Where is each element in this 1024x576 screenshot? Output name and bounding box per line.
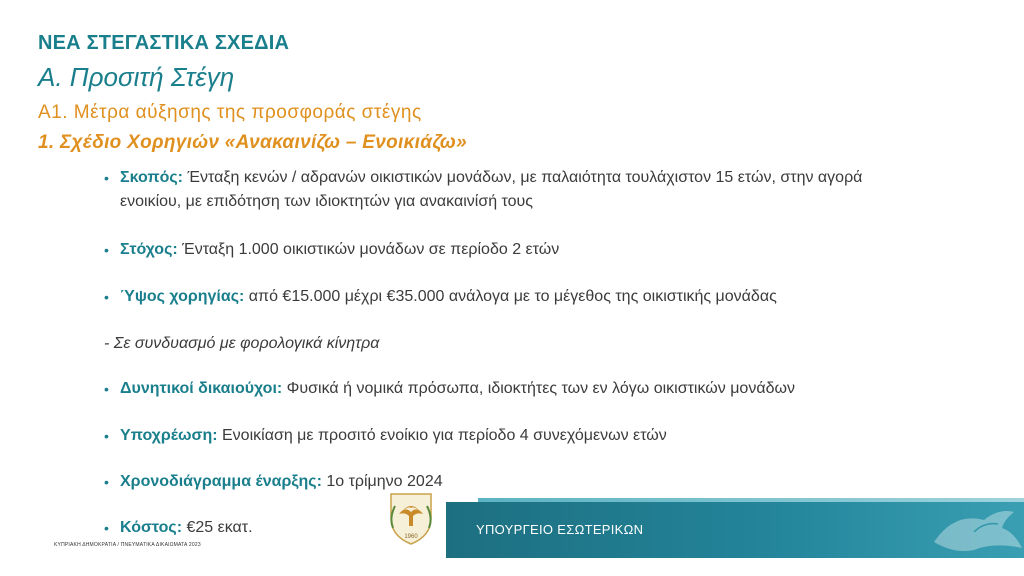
bullet-icon: • [104, 242, 109, 258]
slide-title: ΝΕΑ ΣΤΕΓΑΣΤΙΚΑ ΣΧΕΔΙΑ [38, 32, 290, 54]
bullet-body: 1ο τρίμηνο 2024 [321, 473, 443, 490]
cyprus-coat-of-arms-icon [383, 488, 439, 548]
svg-text:1960: 1960 [404, 534, 418, 540]
bullet-icon: • [104, 474, 109, 490]
tax-incentive-note: - Σε συνδυασμό με φορολογικά κίνητρα [104, 335, 380, 352]
scheme-heading: 1. Σχέδιο Χορηγιών «Ανακαινίζω – Ενοικιάζω» [38, 132, 467, 153]
bullet-text [120, 166, 920, 214]
bullet-label: Στόχος: [120, 241, 178, 258]
bullet-text [120, 238, 920, 262]
bullet-label: Δυνητικοί δικαιούχοι: [120, 380, 283, 397]
bullet-label: Χρονοδιάγραμμα έναρξης: [120, 473, 322, 490]
bullet-body: Ενοικίαση με προσιτό ενοίκιο για περίοδο 4 συνεχόμενων ετών [217, 427, 667, 444]
bullet-body: Ένταξη κενών / αδρανών οικιστικών μονάδων, με παλαιότητα τουλάχιστον 15 ετών, στην αγορά ενοικίου, με επιδότηση των ιδιοκτητών για ανακαινίσή τους [120, 169, 863, 210]
bullet-icon: • [104, 289, 109, 305]
bullet-label: Κόστος: [120, 519, 183, 536]
bullet-label: Υποχρέωση: [120, 427, 218, 444]
bullet-body: €25 εκατ. [182, 519, 253, 536]
bullet-label: Σκοπός: [120, 169, 183, 186]
bullet-text [120, 377, 920, 401]
dove-icon [914, 502, 1024, 558]
bullet-icon: • [104, 520, 109, 536]
bullet-body: από €15.000 μέχρι €35.000 ανάλογα με το μέγεθος της οικιστικής μονάδας [244, 288, 777, 305]
copyright-footer: ΚΥΠΡΙΑΚΗ ΔΗΜΟΚΡΑΤΙΑ / ΠΝΕΥΜΑΤΙΚΑ ΔΙΚΑΙΩΜΑΤΑ 2023 [54, 542, 201, 548]
bullet-text [120, 470, 920, 494]
ministry-name: ΥΠΟΥΡΓΕΙΟ ΕΣΩΤΕΡΙΚΩΝ [476, 522, 644, 537]
bullet-body: Φυσικά ή νομικά πρόσωπα, ιδιοκτήτες των εν λόγω οικιστικών μονάδων [282, 380, 795, 397]
bullet-icon: • [104, 381, 109, 397]
bullet-icon: • [104, 170, 109, 186]
bullet-text [120, 285, 920, 309]
bullet-body: Ένταξη 1.000 οικιστικών μονάδων σε περίοδο 2 ετών [177, 241, 560, 258]
slide-subtitle: Α. Προσιτή Στέγη [38, 62, 235, 92]
bullet-text [120, 424, 920, 448]
bullet-icon: • [104, 428, 109, 444]
section-heading: Α1. Μέτρα αύξησης της προσφοράς στέγης [38, 102, 422, 123]
ministry-banner [446, 502, 1024, 558]
bullet-label: Ύψος χορηγίας: [120, 288, 245, 305]
